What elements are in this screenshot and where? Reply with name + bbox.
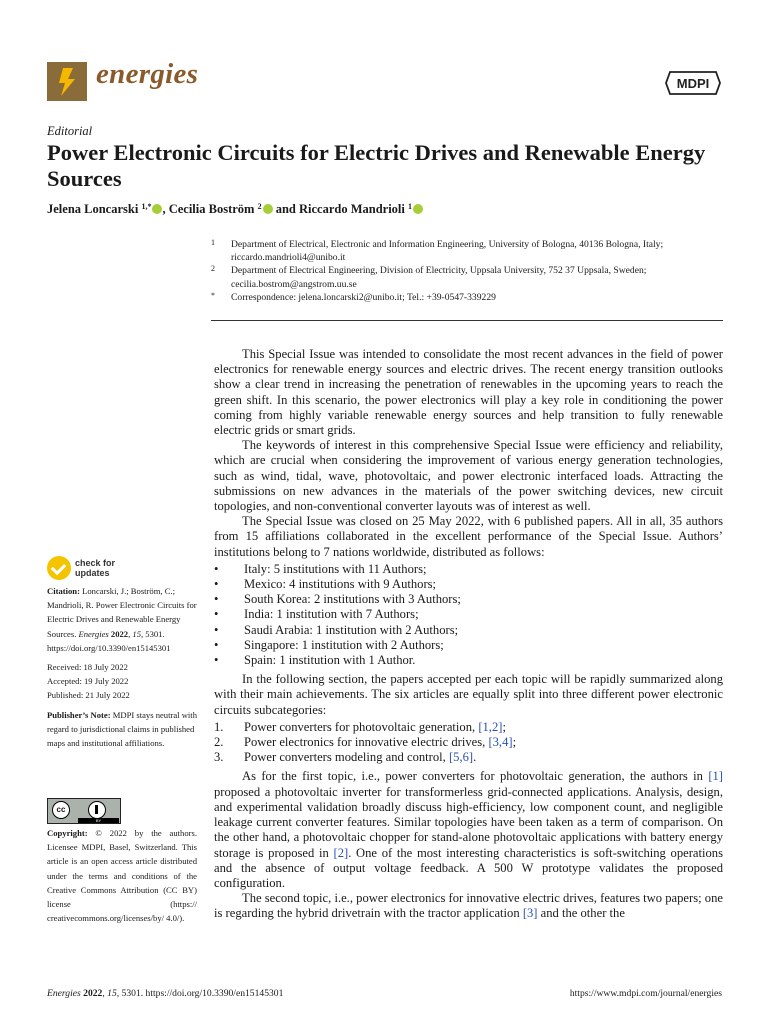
list-item: [214, 562, 723, 577]
paragraph-text: proposed a photovoltaic inverter for transformerless grid-connected applications. Analysis, design, and experimental validation broadly discuss high-efficiency, low component count, and negligible leakage current converter features. Similar topologies have been taken as a term of comparison. On the other hand, a photovoltaic chopper for stand-alone photovoltaic applications with battery energy storage is proposed in: [214, 784, 723, 860]
bullet-icon: •: [214, 653, 219, 668]
reference-link[interactable]: [1]: [708, 769, 723, 784]
author-name[interactable]: Riccardo Mandrioli: [298, 202, 405, 216]
orcid-icon[interactable]: [263, 204, 273, 214]
citation-journal: Energies: [78, 628, 109, 639]
body-paragraph: The Special Issue was closed on 25 May 2022, with 6 published papers. All in all, 35 authors from 15 affiliations collaborated in the excellent performance of the Special Issue. Authors’ institutions belong to 7 nations worldwide, distributed as follows:: [214, 514, 723, 559]
affiliation-mark: *: [211, 290, 215, 300]
body-paragraph: The keywords of interest in this comprehensive Special Issue were efficiency and reliability, which are crucial when considering the improvement of various energy generation technologies, such as wind, tidal, wave, photovoltaic, and power electronic interfaced loads. Attracting the submissions on new advances in the materials of the power switching devices, new circuit topologies, and non-conventional converter layouts was of interest as well.: [214, 438, 723, 514]
journal-name: energies: [96, 58, 199, 90]
orcid-icon[interactable]: [152, 204, 162, 214]
cc-icon: cc: [52, 801, 70, 819]
received-date: Received: 18 July 2022: [47, 662, 128, 673]
list-item: [214, 623, 723, 638]
bullet-icon: •: [214, 592, 219, 607]
affiliations: [211, 238, 726, 304]
footer-separator: ,: [102, 988, 108, 999]
topic-list: [214, 720, 723, 766]
cc-by-label: BY: [78, 818, 119, 823]
correspondence-text: Correspondence: jelena.loncarski2@unibo.it; Tel.: +39-0547-339229: [231, 291, 496, 303]
citation-block: [47, 584, 200, 655]
list-item-text: Power electronics for innovative electric drives,: [244, 735, 489, 750]
bullet-icon: •: [214, 577, 219, 592]
publisher-note-label: Publisher’s Note:: [47, 709, 111, 720]
reference-link[interactable]: [2]: [333, 845, 349, 860]
bullet-icon: •: [214, 622, 219, 637]
check-for-updates-button[interactable]: [47, 556, 147, 582]
affiliation-text: Department of Electrical, Electronic and Information Engineering, University of Bologna, 40136 Bologna, Italy; riccardo.mandrioli4@unibo.it: [231, 239, 664, 264]
paragraph-text: The second topic, i.e., power electronics for innovative electric drives, features two papers; one is regarding the hybrid drivetrain with the tractor application: [214, 891, 723, 921]
affiliation-item: [211, 291, 726, 304]
publisher-note-text: MDPI stays neutral with regard to jurisdictional claims in published maps and institutional affiliations.: [47, 709, 197, 749]
orcid-icon[interactable]: [413, 204, 423, 214]
list-item: [214, 577, 723, 592]
cc-by-license-badge[interactable]: [47, 798, 121, 824]
affiliation-text: Department of Electrical Engineering, Division of Electricity, Uppsala University, 752 37 Uppsala, Sweden; cecilia.bostrom@angstrom.uu.se: [231, 265, 647, 290]
country-list: [214, 562, 723, 668]
list-item-text: Power converters modeling and control,: [244, 750, 449, 765]
author-name[interactable]: Cecilia Boström: [168, 202, 255, 216]
check-updates-icon: [47, 556, 71, 580]
citation-volume: , 15: [128, 628, 141, 639]
check-updates-label: [75, 558, 115, 578]
mdpi-logo-icon: [664, 68, 722, 98]
author-separator: and: [272, 202, 299, 216]
list-item-end: ;: [502, 719, 506, 734]
reference-link[interactable]: [3,4]: [488, 735, 513, 750]
author-name[interactable]: Jelena Loncarski: [47, 202, 139, 216]
list-item-text: Saudi Arabia: 1 institution with 2 Authors;: [244, 622, 459, 637]
author-separator: ,: [162, 202, 169, 216]
reference-link[interactable]: [3]: [522, 906, 538, 921]
article-body: [214, 347, 723, 922]
list-item: [214, 638, 723, 653]
page-title: Power Electronic Circuits for Electric Drives and Renewable Energy Sources: [47, 140, 706, 191]
author-list: [47, 202, 423, 217]
list-item: [214, 735, 723, 750]
list-item-end: ;: [512, 735, 517, 750]
footer-year: 2022: [80, 988, 103, 999]
list-item-end: .: [473, 750, 477, 765]
copyright-notice: [47, 826, 197, 925]
citation-text: Loncarski, J.; Boström, C.; Mandrioli, R. Power Electronic Circuits for Electric Drives and Renewable Energy Sources.: [47, 586, 197, 639]
copyright-label: Copyright:: [47, 828, 88, 838]
list-item-text: South Korea: 2 institutions with 3 Authors;: [244, 592, 461, 607]
check-updates-line2: updates: [75, 568, 110, 578]
publisher-note: [47, 708, 200, 751]
author-affil-mark: 1: [408, 202, 412, 211]
list-item: [214, 750, 723, 765]
paragraph-text: As for the first topic, i.e., power converters for photovoltaic generation, the authors in: [242, 769, 709, 784]
author-affil-mark: 1,*: [141, 202, 152, 211]
footer-volume: 15: [107, 988, 117, 999]
check-updates-line1: check for: [75, 558, 116, 568]
list-item-text: Singapore: 1 institution with 2 Authors;: [244, 637, 444, 652]
attribution-icon: [88, 801, 106, 819]
journal-logo-icon: [47, 62, 87, 101]
reference-link[interactable]: [1,2]: [478, 719, 503, 734]
publisher-name: MDPI: [676, 76, 710, 91]
accepted-date: Accepted: 19 July 2022: [47, 676, 129, 687]
bullet-icon: •: [214, 607, 219, 622]
list-item-text: Mexico: 4 institutions with 9 Authors;: [244, 577, 437, 592]
bullet-icon: •: [214, 561, 219, 576]
sidebar-info: [47, 584, 200, 755]
list-number: 3.: [214, 750, 224, 765]
body-paragraph: [214, 891, 723, 921]
author-affil-mark: 2: [257, 202, 262, 211]
body-paragraph: In the following section, the papers accepted per each topic will be rapidly summarized along with their main achievements. The six articles are equally split into three different power electronic circuits subcategories:: [214, 672, 723, 717]
published-date: Published: 21 July 2022: [47, 690, 130, 701]
affiliation-mark: 2: [211, 264, 215, 274]
list-item: [214, 592, 723, 607]
citation-year: 2022: [108, 628, 129, 639]
affiliation-item: [211, 264, 726, 290]
list-number: 1.: [214, 719, 224, 734]
paragraph-text: . One of the most interesting characteristics is soft-switching operations and the absence of output voltage feedback. A 500 W prototype validates the proposed configuration.: [214, 845, 723, 890]
footer-journal: Energies: [47, 988, 81, 999]
copyright-text: © 2022 by the authors. Licensee MDPI, Basel, Switzerland. This article is an open access article distributed under the terms and conditions of the Creative Commons Attribution (CC BY) license (https:// creativecommons.org/licenses/by/ 4.0/).: [47, 828, 197, 924]
footer-journal-url[interactable]: https://www.mdpi.com/journal/energies: [569, 988, 722, 999]
affiliation-mark: 1: [211, 238, 215, 247]
footer-citation: [47, 988, 283, 999]
citation-label: Citation:: [47, 586, 80, 596]
citation-doi[interactable]: , 5301. https://doi.org/10.3390/en15145301: [47, 628, 171, 653]
body-paragraph: [214, 769, 723, 891]
paragraph-text: and the other the: [537, 906, 625, 921]
list-item: [214, 653, 723, 668]
list-number: 2.: [214, 735, 224, 750]
affiliation-item: [211, 238, 726, 264]
list-item-text: Italy: 5 institutions with 11 Authors;: [244, 561, 427, 576]
article-type: Editorial: [47, 124, 93, 138]
list-item-text: Power converters for photovoltaic generation,: [244, 719, 479, 734]
body-paragraph: This Special Issue was intended to consolidate the most recent advances in the field of power electronics for renewable energy sources and electric drives. The recent energy transition outlooks show a clear trend in increasing the penetration of renewables in the upcoming years to reach the green shift. In this scenario, the power electronics will play a key role in conditioning the power coming from highly variable renewable energy sources and help transition to fully renewable electric grids or smart grids.: [214, 347, 723, 438]
list-item: [214, 607, 723, 622]
list-item-text: India: 1 institution with 7 Authors;: [244, 607, 419, 622]
reference-link[interactable]: [5,6]: [448, 750, 474, 765]
header-divider: [211, 320, 723, 321]
bullet-icon: •: [214, 637, 219, 652]
footer-doi[interactable]: , 5301. https://doi.org/10.3390/en15145301: [116, 988, 284, 999]
list-item: [214, 720, 723, 735]
list-item-text: Spain: 1 institution with 1 Author.: [244, 653, 416, 668]
